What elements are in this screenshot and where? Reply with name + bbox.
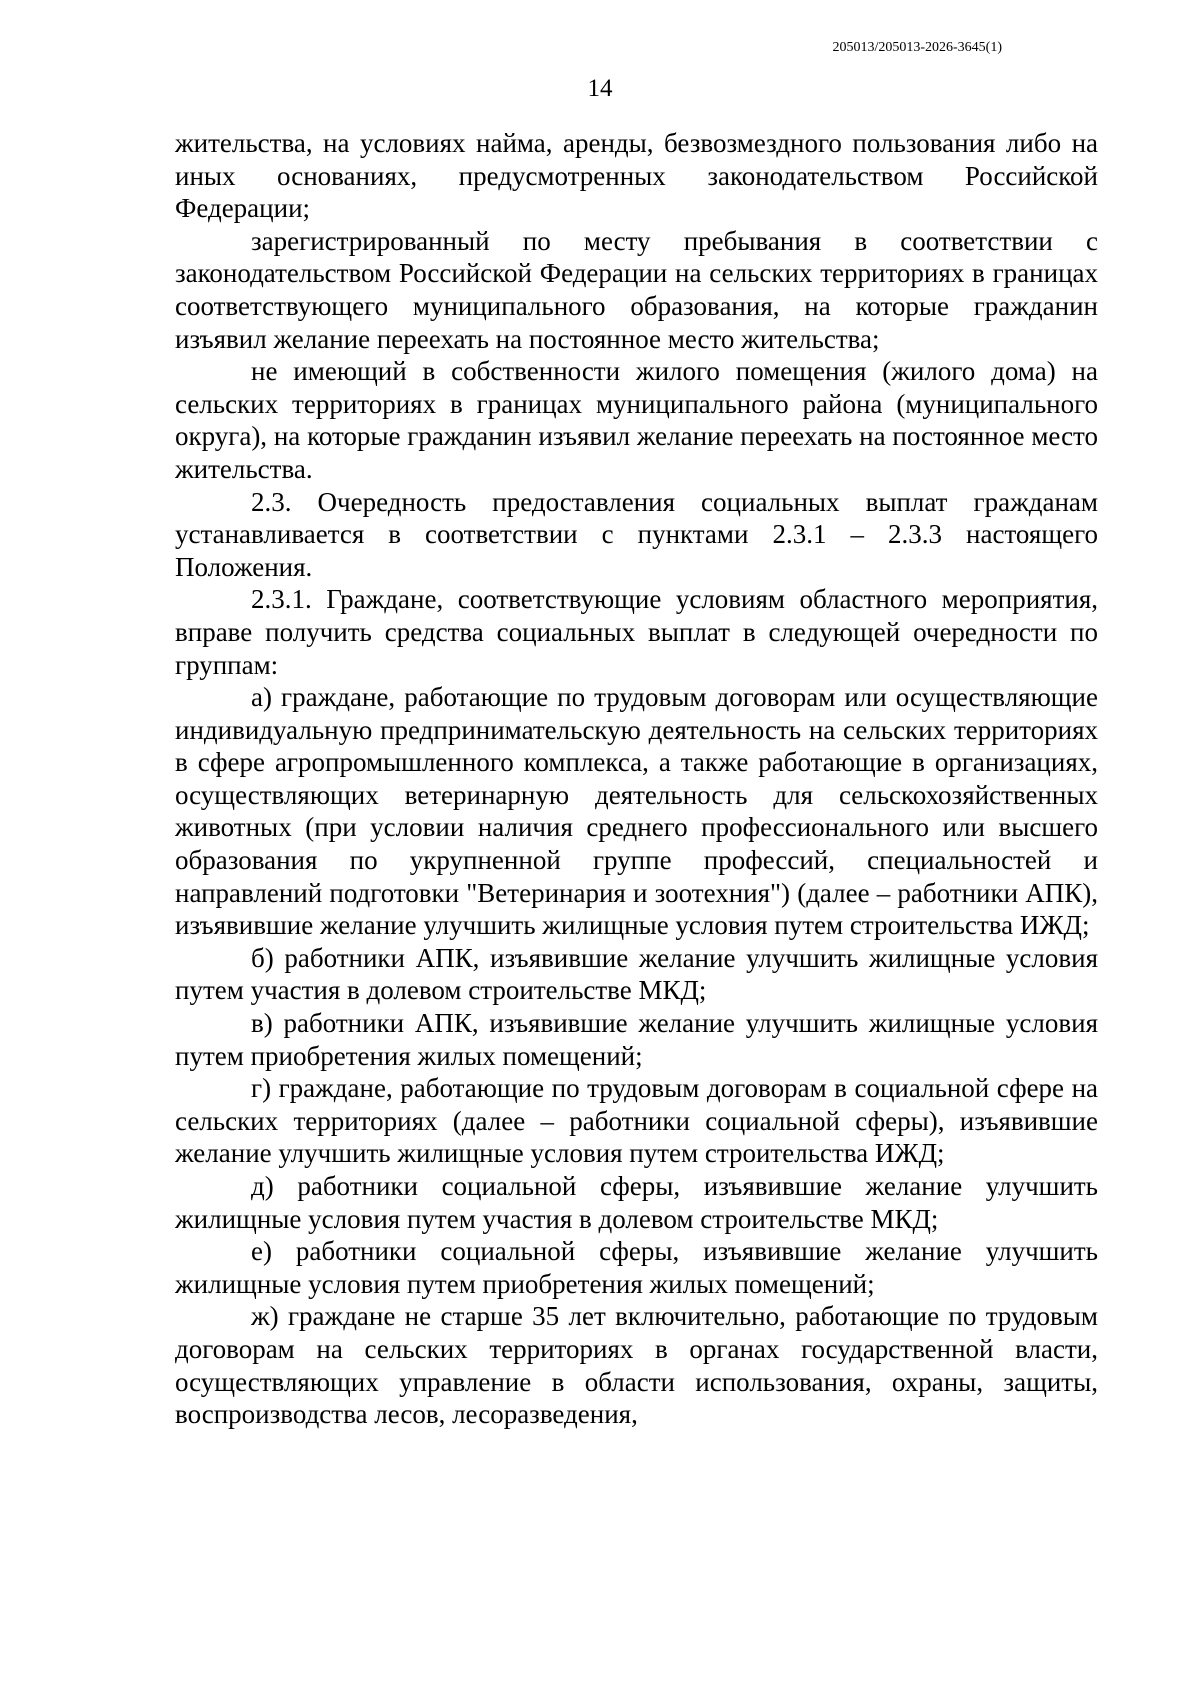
- paragraph-2-3: 2.3. Очередность предоставления социальных выплат гражданам устанавливается в соответствии с пунктами 2.3.1 – 2.3.3 настоящего Положения.: [175, 486, 1098, 582]
- list-item-g: г) граждане, работающие по трудовым договорам в социальной сфере на сельских территориях (далее – работники социальной сферы), изъявившие желание улучшить жилищные условия путем строительства ИЖД;: [175, 1073, 1098, 1169]
- paragraph-registered-place: зарегистрированный по месту пребывания в соответствии с законодательством Российской Федерации на сельских территориях в границах соответствующего муниципального образования, на которые гражданин изъявил желание переехать на постоянное место жительства;: [175, 225, 1098, 354]
- list-item-d: д) работники социальной сферы, изъявившие желание улучшить жилищные условия путем участия в долевом строительстве МКД;: [175, 1171, 1098, 1234]
- list-item-zh: ж) граждане не старше 35 лет включительно, работающие по трудовым договорам на сельских территориях в органах государственной власти, осуществляющих управление в области использования, охраны, защиты, воспроизводства лесов, лесоразведения,: [175, 1301, 1098, 1430]
- page-number: 14: [587, 75, 613, 102]
- list-item-v: в) работники АПК, изъявившие желание улучшить жилищные условия путем приобретения жилых помещений;: [175, 1008, 1098, 1071]
- paragraph-2-3-1: 2.3.1. Граждане, соответствующие условиям областного мероприятия, вправе получить средства социальных выплат в следующей очередности по группам:: [175, 584, 1098, 680]
- paragraph-no-housing: не имеющий в собственности жилого помещения (жилого дома) на сельских территориях в границах муниципального района (муниципального округа), на которые гражданин изъявил желание переехать на постоянное место жительства.: [175, 356, 1098, 484]
- document-registration-number: 205013/205013-2026-3645(1): [832, 40, 1002, 55]
- document-body: [175, 127, 1098, 1431]
- paragraph-continuation: жительства, на условиях найма, аренды, безвозмездного пользования либо на иных основаниях, предусмотренных законодательством Российской Федерации;: [175, 128, 1098, 224]
- list-item-b: б) работники АПК, изъявившие желание улучшить жилищные условия путем участия в долевом строительстве МКД;: [175, 942, 1098, 1006]
- list-item-a: а) граждане, работающие по трудовым договорам или осуществляющие индивидуальную предпринимательскую деятельность на сельских территориях в сфере агропромышленного комплекса, а также работающие в организациях, осуществляющих ветеринарную деятельность для сельскохозяйственных животных (при условии наличия среднего профессионального или высшего образования по укрупненной группе профессий, специальностей и направлений подготовки "Ветеринария и зоотехния") (далее – работники АПК), изъявившие желание улучшить жилищные условия путем строительства ИЖД;: [175, 682, 1098, 941]
- list-item-e: е) работники социальной сферы, изъявившие желание улучшить жилищные условия путем приобретения жилых помещений;: [175, 1236, 1098, 1299]
